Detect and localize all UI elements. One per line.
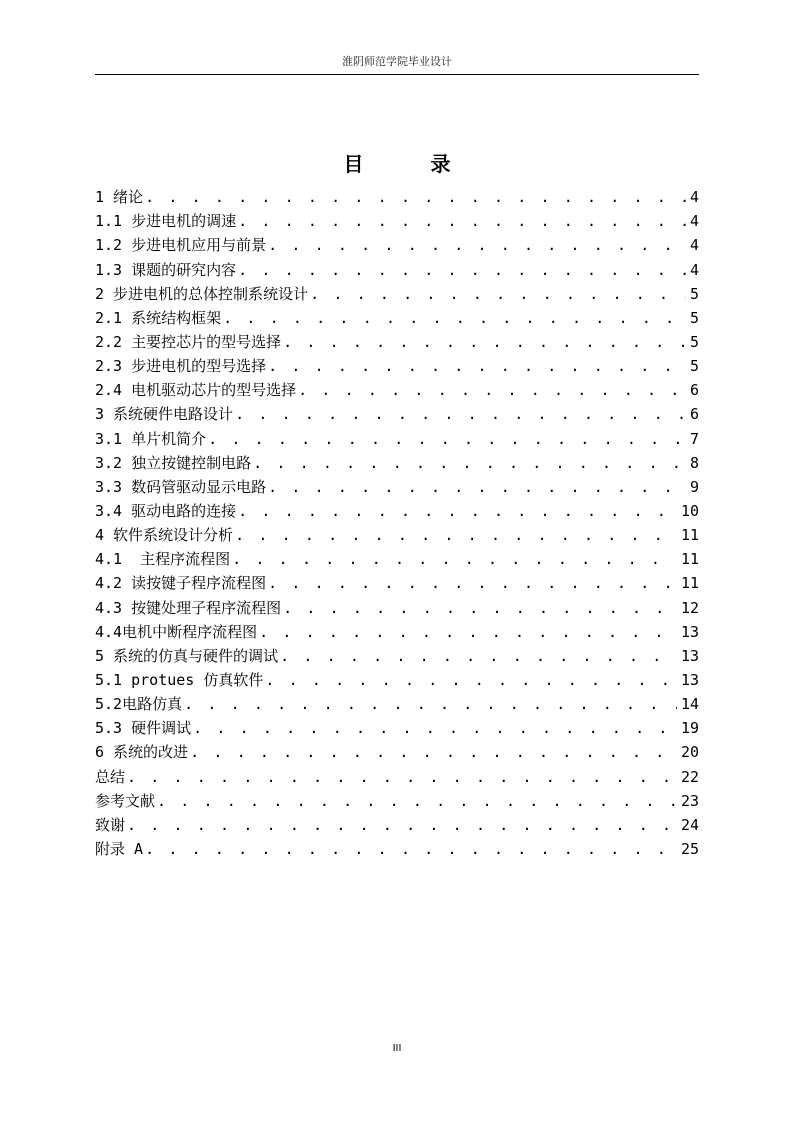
toc-entry-label: 4 软件系统设计分析 [95, 526, 234, 545]
toc-entry-4[interactable] [95, 522, 699, 546]
toc-entry-4-4[interactable] [95, 619, 699, 643]
toc-entry-label: 3.2 独立按键控制电路 [95, 453, 252, 472]
toc-entry-label: 附录 A [95, 839, 144, 858]
toc-dot-leader [235, 524, 677, 546]
toc-entry-label: 致谢 [95, 815, 126, 834]
toc-entry-references[interactable] [95, 788, 699, 812]
toc-dot-leader [268, 572, 677, 594]
toc-entry-4-2[interactable] [95, 570, 699, 594]
toc-dot-leader [235, 403, 686, 425]
toc-entry-label: 4.2 读按键子程序流程图 [95, 574, 267, 593]
toc-entry-page: 4 [689, 212, 699, 231]
toc-entry-summary[interactable] [95, 763, 699, 787]
toc-dot-leader [280, 645, 677, 667]
toc-entry-2-2[interactable] [95, 329, 699, 353]
toc-dot-leader [238, 259, 686, 281]
toc-entry-label: 1.3 课题的研究内容 [95, 260, 237, 279]
toc-entry-page: 25 [680, 839, 699, 858]
toc-dot-leader [145, 838, 677, 860]
toc-dot-leader [238, 210, 686, 232]
toc-dot-leader [184, 693, 677, 715]
toc-entry-1[interactable] [95, 184, 699, 208]
toc-entry-label: 5.3 硬件调试 [95, 719, 192, 738]
page-number: III [392, 1043, 402, 1054]
toc-entry-page: 12 [680, 598, 699, 617]
toc-entry-page: 8 [689, 453, 699, 472]
toc-dot-leader [208, 428, 686, 450]
toc-entry-page: 11 [680, 526, 699, 545]
toc-entry-label: 5.1 protues 仿真软件 [95, 670, 264, 689]
toc-entry-label: 4.4电机中断程序流程图 [95, 622, 258, 641]
header-text: 淮阴师范学院毕业设计 [342, 55, 452, 68]
toc-entry-label: 2.3 步进电机的型号选择 [95, 357, 267, 376]
toc-entry-label: 2.4 电机驱动芯片的型号选择 [95, 381, 297, 400]
toc-entry-page: 10 [680, 501, 699, 520]
toc-entry-2-4[interactable] [95, 377, 699, 401]
toc-entry-label: 5 系统的仿真与硬件的调试 [95, 646, 279, 665]
toc-entry-label: 2.1 系统结构框架 [95, 308, 222, 327]
toc-entry-3-1[interactable] [95, 425, 699, 449]
toc-entry-label: 4.3 按键处理子程序流程图 [95, 598, 282, 617]
toc-entry-page: 4 [689, 188, 699, 207]
toc-entry-3-2[interactable] [95, 450, 699, 474]
toc-entry-appendix-a[interactable] [95, 836, 699, 860]
toc-dot-leader [145, 186, 686, 208]
toc-entry-5-3[interactable] [95, 715, 699, 739]
toc-entry-3-4[interactable] [95, 498, 699, 522]
toc-entry-1-2[interactable] [95, 232, 699, 256]
toc-entry-page: 6 [689, 381, 699, 400]
toc-entry-page: 20 [680, 743, 699, 762]
toc-entry-label: 2 步进电机的总体控制系统设计 [95, 284, 309, 303]
toc-dot-leader [223, 307, 686, 329]
toc-entry-page: 11 [680, 550, 699, 569]
toc-entry-page: 19 [680, 719, 699, 738]
toc-entry-label: 5.2电路仿真 [95, 695, 183, 714]
toc-dot-leader [310, 283, 686, 305]
toc-entry-3-3[interactable] [95, 474, 699, 498]
toc-entry-label: 3.3 数码管驱动显示电路 [95, 477, 267, 496]
toc-entry-label: 1.1 步进电机的调速 [95, 212, 237, 231]
toc-dot-leader [127, 814, 677, 836]
toc-entry-label: 4.1 主程序流程图 [95, 550, 231, 569]
toc-entry-label: 3.4 驱动电路的连接 [95, 501, 237, 520]
toc-dot-leader [268, 355, 686, 377]
toc-entry-label: 参考文献 [95, 791, 156, 810]
toc-entry-1-3[interactable] [95, 256, 699, 280]
toc-entry-4-1[interactable] [95, 546, 699, 570]
toc-entry-6[interactable] [95, 739, 699, 763]
toc-entry-5-1[interactable] [95, 667, 699, 691]
toc-entry-page: 4 [689, 236, 699, 255]
toc-entry-2-3[interactable] [95, 353, 699, 377]
page-footer [95, 1042, 699, 1056]
page-header [95, 54, 699, 75]
toc-dot-leader [283, 331, 686, 353]
toc-entry-page: 5 [689, 308, 699, 327]
toc-dot-leader [232, 548, 677, 570]
toc-entry-page: 5 [689, 357, 699, 376]
toc-dot-leader [157, 790, 677, 812]
toc-entry-page: 6 [689, 405, 699, 424]
toc-entry-page: 7 [689, 429, 699, 448]
toc-list [95, 184, 699, 860]
toc-entry-label: 6 系统的改进 [95, 743, 189, 762]
toc-entry-page: 5 [689, 284, 699, 303]
toc-entry-4-3[interactable] [95, 594, 699, 618]
toc-dot-leader [283, 597, 677, 619]
toc-dot-leader [127, 766, 677, 788]
toc-entry-1-1[interactable] [95, 208, 699, 232]
toc-dot-leader [253, 452, 686, 474]
toc-entry-label: 2.2 主要控芯片的型号选择 [95, 332, 282, 351]
toc-entry-page: 13 [680, 646, 699, 665]
toc-entry-page: 13 [680, 622, 699, 641]
toc-title: 目 录 [343, 152, 481, 176]
toc-entry-label: 3.1 单片机简介 [95, 429, 207, 448]
toc-dot-leader [259, 621, 677, 643]
toc-dot-leader [268, 476, 686, 498]
toc-dot-leader [190, 741, 677, 763]
toc-entry-page: 22 [680, 767, 699, 786]
toc-entry-page: 13 [680, 670, 699, 689]
toc-entry-page: 23 [680, 791, 699, 810]
toc-entry-page: 5 [689, 332, 699, 351]
toc-dot-leader [265, 669, 677, 691]
toc-entry-2[interactable] [95, 281, 699, 305]
toc-entry-page: 9 [689, 477, 699, 496]
toc-entry-page: 14 [680, 695, 699, 714]
toc-dot-leader [193, 717, 677, 739]
toc-entry-page: 24 [680, 815, 699, 834]
toc-entry-5-2[interactable] [95, 691, 699, 715]
toc-entry-label: 3 系统硬件电路设计 [95, 405, 234, 424]
toc-entry-5[interactable] [95, 643, 699, 667]
toc-entry-label: 总结 [95, 767, 126, 786]
toc-entry-label: 1.2 步进电机应用与前景 [95, 236, 267, 255]
toc-entry-page: 11 [680, 574, 699, 593]
toc-entry-3[interactable] [95, 401, 699, 425]
toc-dot-leader [268, 234, 686, 256]
toc-dot-leader [238, 500, 677, 522]
toc-dot-leader [298, 379, 686, 401]
toc-entry-acknowledgements[interactable] [95, 812, 699, 836]
toc-entry-page: 4 [689, 260, 699, 279]
toc-entry-label: 1 绪论 [95, 188, 144, 207]
toc-entry-2-1[interactable] [95, 305, 699, 329]
